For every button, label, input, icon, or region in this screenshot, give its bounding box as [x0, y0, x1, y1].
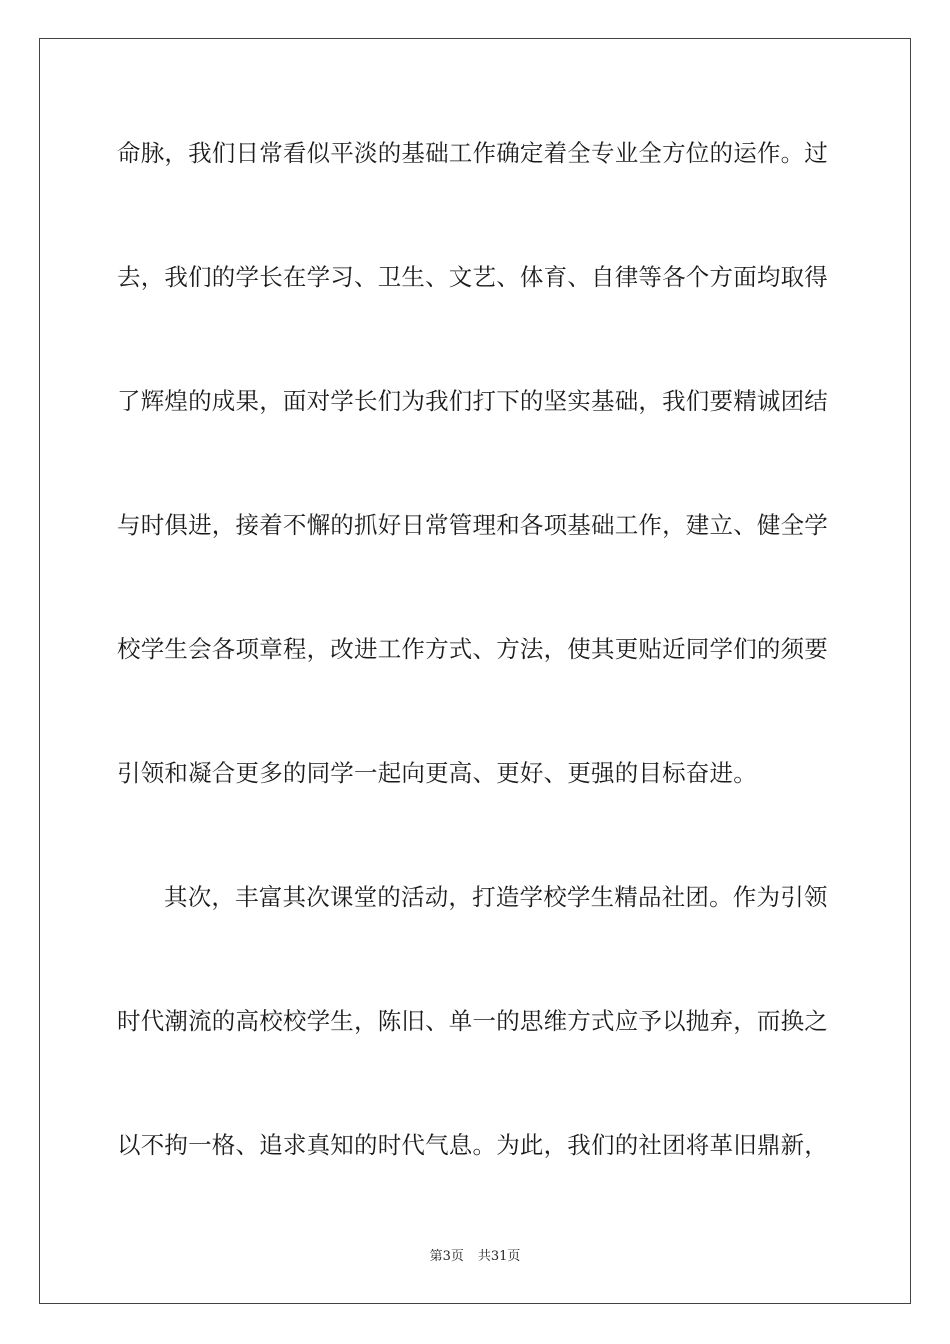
paragraph-line: 以不拘一格、追求真知的时代气息。为此，我们的社团将革旧鼎新，: [117, 1131, 828, 1159]
page-total: 共31页: [477, 1249, 521, 1264]
page-footer: [0, 1248, 950, 1266]
paragraph-line: 其次，丰富其次课堂的活动，打造学校学生精品社团。作为引领: [164, 883, 828, 911]
paragraph-line: 校学生会各项章程，改进工作方式、方法，使其更贴近同学们的须要: [117, 635, 828, 663]
paragraph-line: 与时俱进，接着不懈的抓好日常管理和各项基础工作，建立、健全学: [117, 511, 828, 539]
paragraph-line: 了辉煌的成果，面对学长们为我们打下的坚实基础，我们要精诚团结: [117, 387, 828, 415]
paragraph-line: 引领和凝合更多的同学一起向更高、更好、更强的目标奋进。: [117, 759, 757, 787]
paragraph-line: 时代潮流的高校校学生，陈旧、单一的思维方式应予以抛弃，而换之: [117, 1007, 828, 1035]
paragraph-line: 去，我们的学长在学习、卫生、文艺、体育、自律等各个方面均取得: [117, 263, 828, 291]
paragraph-line: 命脉，我们日常看似平淡的基础工作确定着全专业全方位的运作。过: [117, 139, 828, 167]
page-border: [39, 38, 911, 1304]
page-number: 第3页: [429, 1249, 464, 1264]
